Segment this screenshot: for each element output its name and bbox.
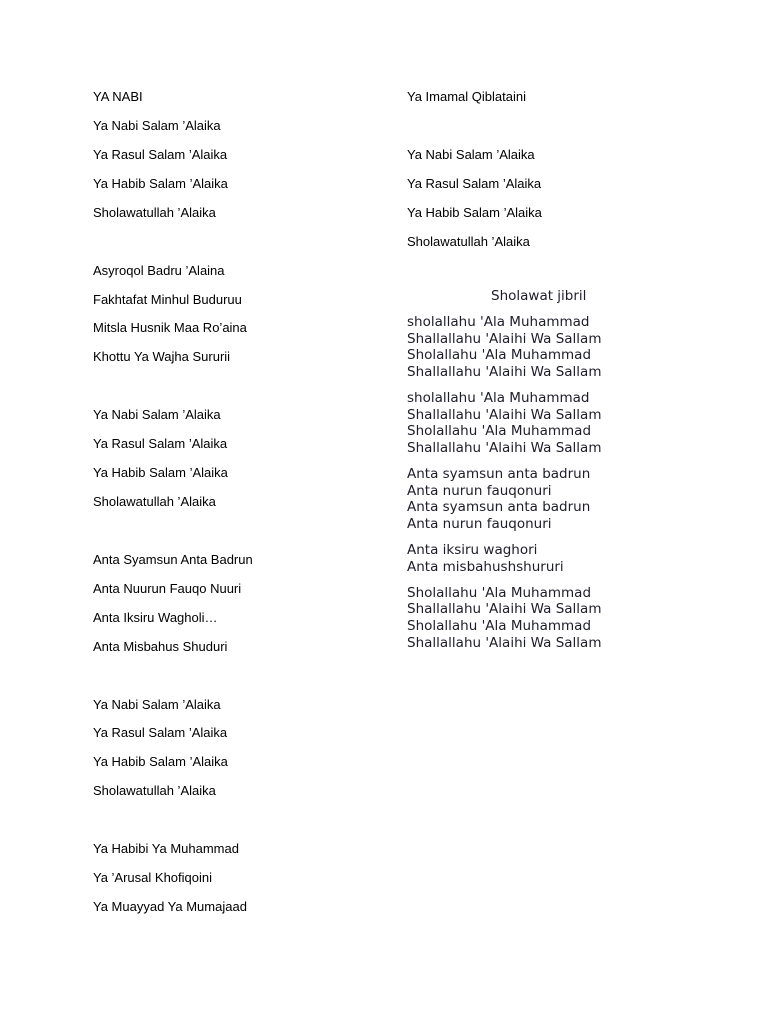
lyric-line: Ya Habib Salam ’Alaika [407,204,542,220]
lyric-line: Anta Nuurun Fauqo Nuuri [93,580,242,596]
lyric-line: Ya Habib Salam ’Alaika [93,175,228,191]
jibril-line: Shallallahu 'Alaihi Wa Sallam [407,601,602,618]
jibril-line: sholallahu 'Ala Muhammad [407,314,590,330]
lyric-line: Ya Rasul Salam ’Alaika [93,725,228,741]
lyric-line: Ya Nabi Salam ’Alaika [93,407,221,423]
lyric-line: Ya Habibi Ya Muhammad [93,841,239,857]
lyric-line: Sholawatullah ’Alaika [93,204,216,220]
jibril-line: Sholallahu 'Ala Muhammad [407,618,592,634]
lyric-line: Ya Muayyad Ya Mumajaad [93,899,247,915]
jibril-line: Anta nurun fauqonuri [407,482,552,499]
lyric-line: Sholawatullah ’Alaika [93,494,216,510]
lyric-line: Fakhtafat Minhul Buduruu [93,291,242,307]
lyric-line: Ya Nabi Salam ’Alaika [93,696,221,712]
lyric-line: Ya Rasul Salam ’Alaika [407,175,542,191]
jibril-line: Anta nurun fauqonuri [407,516,552,533]
lyric-line: Khottu Ya Wajha Sururii [93,349,231,365]
jibril-line: Sholallahu 'Ala Muhammad [407,584,592,601]
jibril-line: sholallahu 'Ala Muhammad [407,390,590,406]
lyric-line: Ya Habib Salam ’Alaika [93,465,228,481]
jibril-line: Shallallahu 'Alaihi Wa Sallam [407,440,602,457]
lyric-line: Ya Rasul Salam ’Alaika [93,146,228,162]
lyric-line: Ya Habib Salam ’Alaika [93,754,228,770]
lyric-line: Asyroqol Badru ’Alaina [93,262,225,278]
jibril-line: Sholallahu 'Ala Muhammad [407,423,592,440]
jibril-line: Anta misbahushshururi [407,558,564,575]
lyric-line: Ya Nabi Salam ’Alaika [93,117,221,133]
jibril-line: Anta syamsun anta badrun [407,499,591,516]
lyric-line: Ya Imamal Qiblataini [407,89,526,104]
lyric-line: Mitsla Husnik Maa Ro’aina [93,320,247,336]
jibril-line: Shallallahu 'Alaihi Wa Sallam [407,364,602,381]
lyric-line: Sholawatullah ’Alaika [93,783,216,799]
jibril-line: Sholallahu 'Ala Muhammad [407,347,592,364]
lyric-line: Ya Rasul Salam ’Alaika [93,436,228,452]
jibril-line: Anta syamsun anta badrun [407,466,591,482]
lyric-line: Anta Syamsun Anta Badrun [93,551,253,567]
lyric-line: YA NABI [93,89,143,104]
jibril-line: Anta iksiru waghori [407,542,538,558]
jibril-line: Shallallahu 'Alaihi Wa Sallam [407,406,602,423]
jibril-line: Shallallahu 'Alaihi Wa Sallam [407,330,602,347]
lyric-line: Ya ’Arusal Khofiqoini [93,870,212,886]
lyric-line: Ya Nabi Salam ’Alaika [407,146,535,162]
lyric-line: Sholawatullah ’Alaika [407,233,530,249]
lyric-line: Anta Iksiru Wagholi… [93,609,218,625]
sholawat-jibril-title: Sholawat jibril [491,288,587,304]
jibril-line: Shallallahu 'Alaihi Wa Sallam [407,634,602,651]
lyric-line: Anta Misbahus Shuduri [93,638,228,654]
